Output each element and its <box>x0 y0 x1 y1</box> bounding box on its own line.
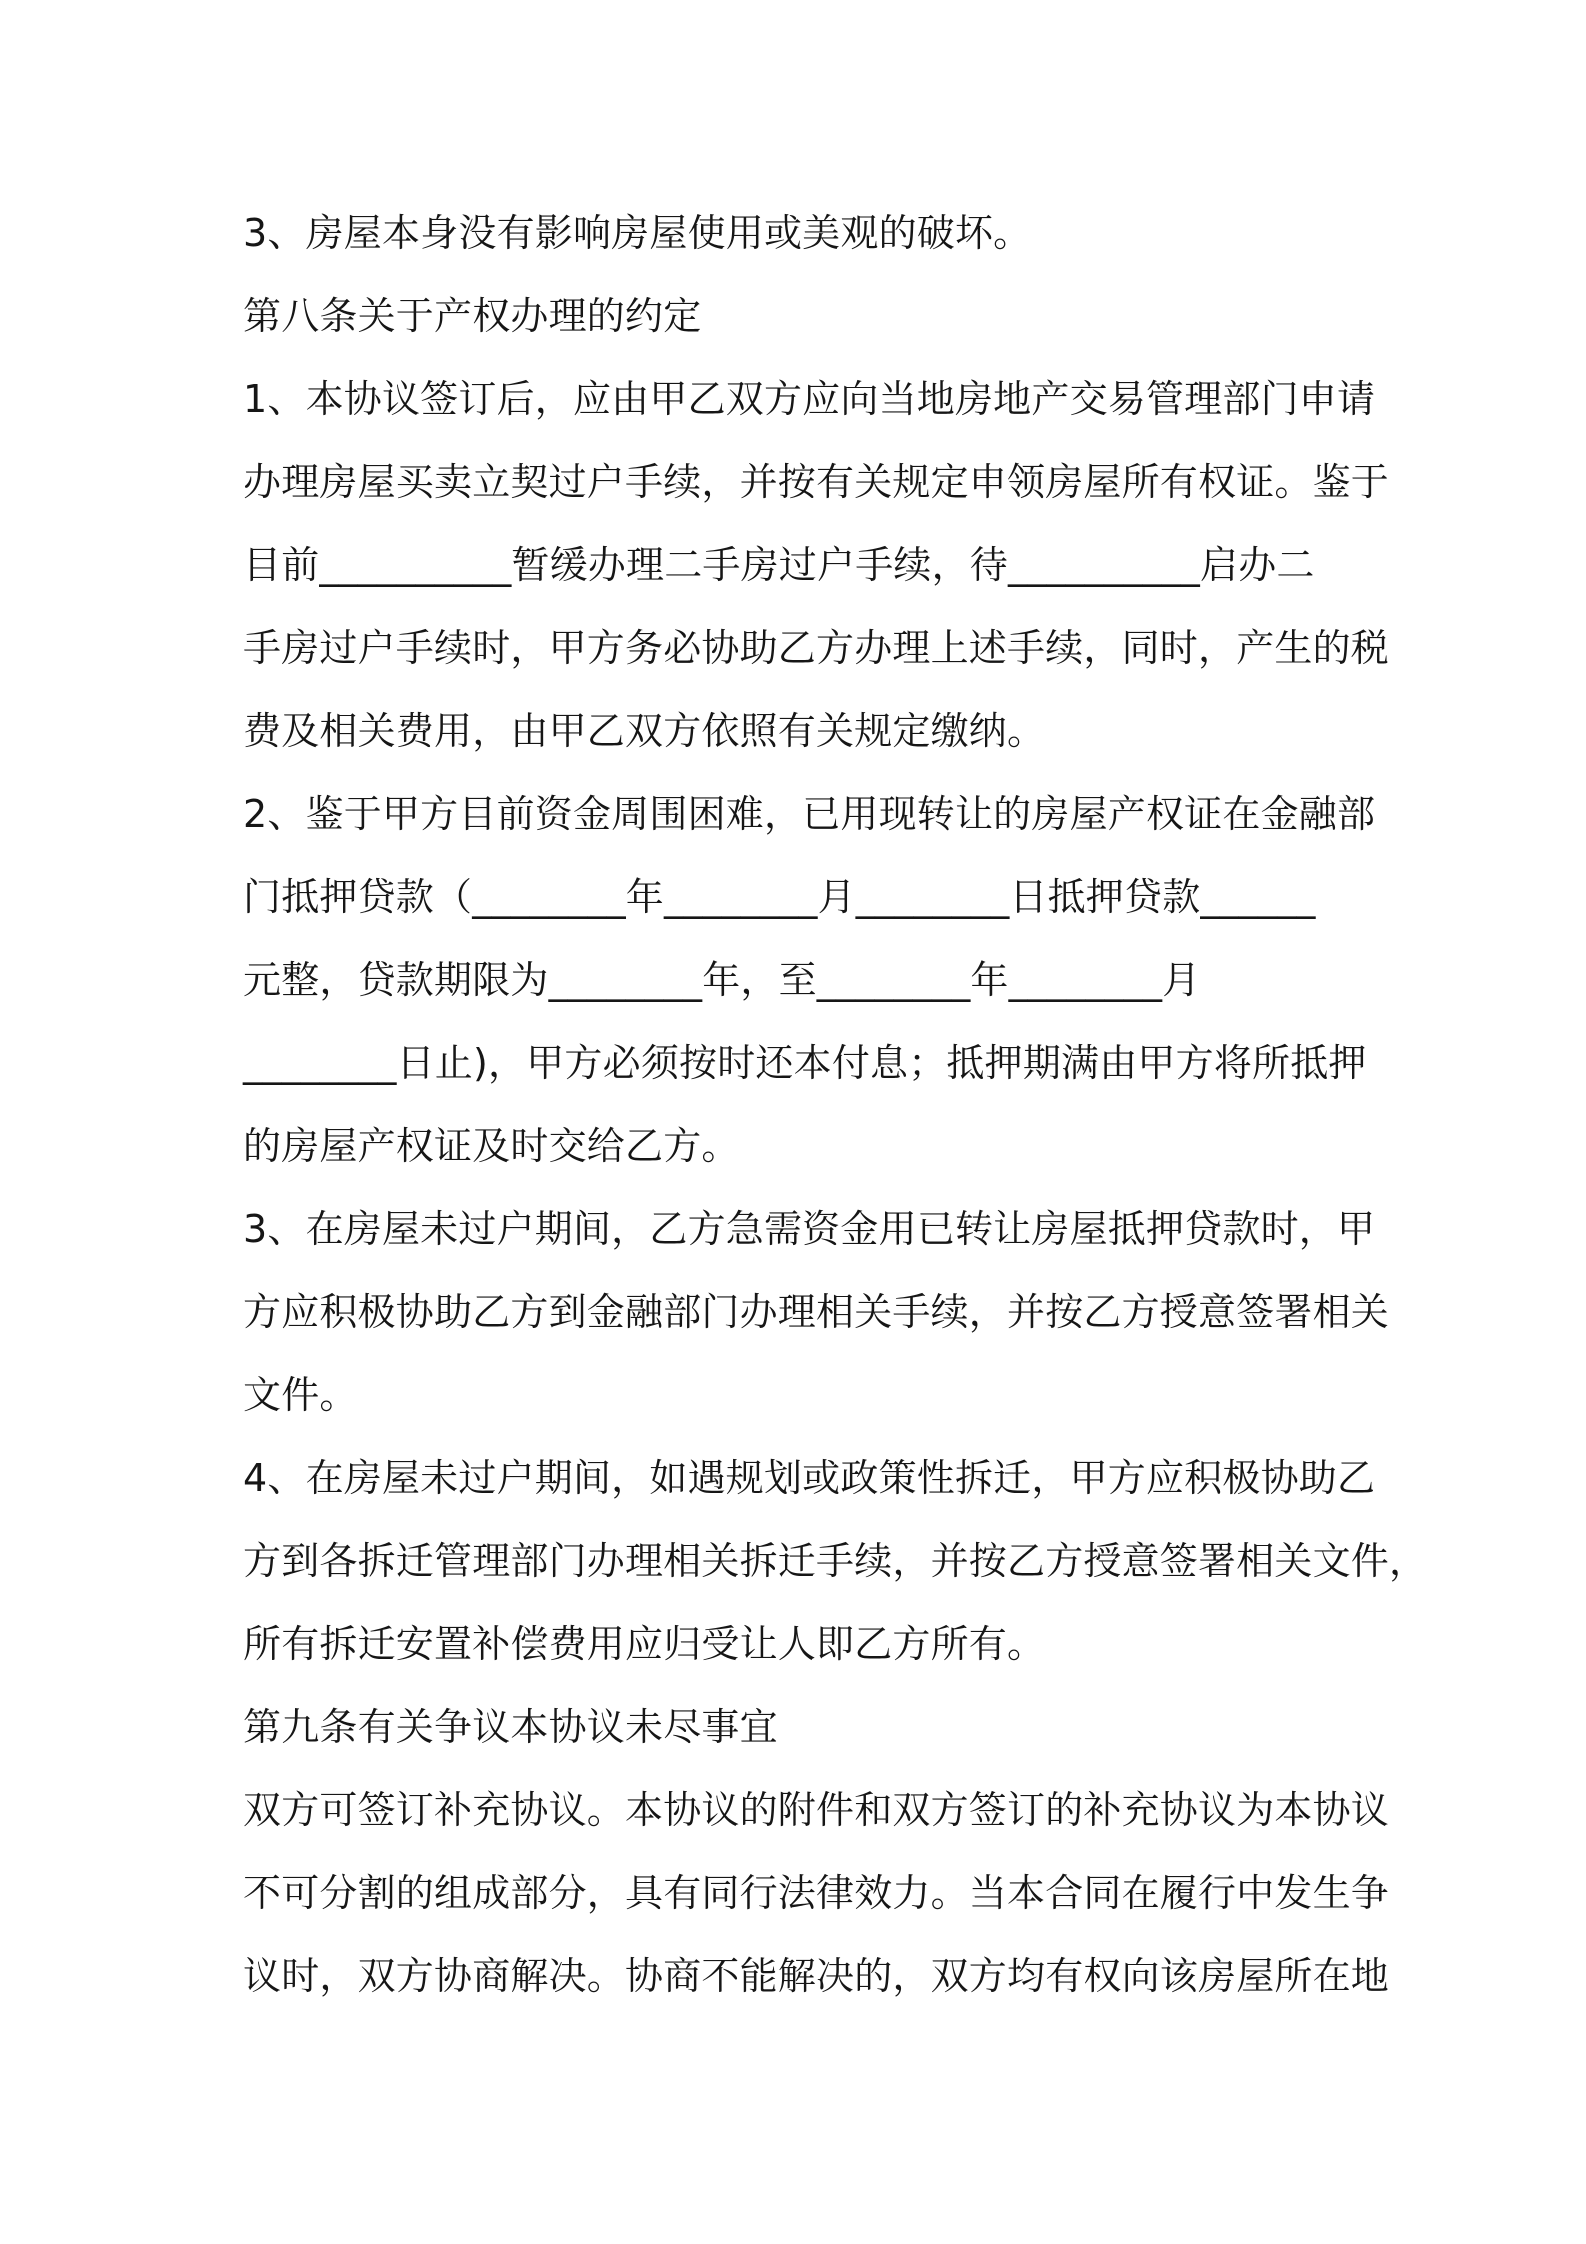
text-line-07: 费及相关费用，由甲乙双方依照有关规定缴纳。 <box>243 709 1046 753</box>
document-body <box>243 192 1428 2018</box>
text-line-06: 手房过户手续时，甲方务必协助乙方办理上述手续，同时，产生的税 <box>243 626 1390 670</box>
text-line-21: 不可分割的组成部分，具有同行法律效力。当本合同在履行中发生争 <box>243 1871 1390 1915</box>
text-line-17: 方到各拆迁管理部门办理相关拆迁手续，并按乙方授意签署相关文件， <box>243 1539 1428 1583</box>
text-line-03: 1、本协议签订后，应由甲乙双方应向当地房地产交易管理部门申请 <box>243 377 1376 421</box>
text-line-22: 议时，双方协商解决。协商不能解决的，双方均有权向该房屋所在地 <box>243 1954 1390 1998</box>
text-line-16: 4、在房屋未过户期间，如遇规划或政策性拆迁，甲方应积极协助乙 <box>243 1456 1376 1500</box>
text-line-01: 3、房屋本身没有影响房屋使用或美观的破坏。 <box>243 211 1032 255</box>
text-line-05: 目前__________暂缓办理二手房过户手续，待__________启办二 <box>243 543 1315 587</box>
text-line-09: 门抵押贷款（________年________月________日抵押贷款______ <box>243 875 1316 919</box>
section-heading-article-8: 第八条关于产权办理的约定 <box>243 294 702 338</box>
text-line-15: 文件。 <box>243 1373 358 1417</box>
text-line-14: 方应积极协助乙方到金融部门办理相关手续，并按乙方授意签署相关 <box>243 1290 1390 1334</box>
text-line-10: 元整，贷款期限为________年，至________年________月 <box>243 958 1201 1002</box>
text-line-20: 双方可签订补充协议。本协议的附件和双方签订的补充协议为本协议 <box>243 1788 1390 1832</box>
text-line-11: ________日止)，甲方必须按时还本付息；抵押期满由甲方将所抵押 <box>243 1041 1367 1085</box>
text-line-13: 3、在房屋未过户期间，乙方急需资金用已转让房屋抵押贷款时，甲 <box>243 1207 1376 1251</box>
text-line-08: 2、鉴于甲方目前资金周围困难，已用现转让的房屋产权证在金融部 <box>243 792 1376 836</box>
text-line-12: 的房屋产权证及时交给乙方。 <box>243 1124 740 1168</box>
text-line-18: 所有拆迁安置补偿费用应归受让人即乙方所有。 <box>243 1622 1046 1666</box>
section-heading-article-9: 第九条有关争议本协议未尽事宜 <box>243 1705 778 1749</box>
text-line-04: 办理房屋买卖立契过户手续，并按有关规定申领房屋所有权证。鉴于 <box>243 460 1390 504</box>
